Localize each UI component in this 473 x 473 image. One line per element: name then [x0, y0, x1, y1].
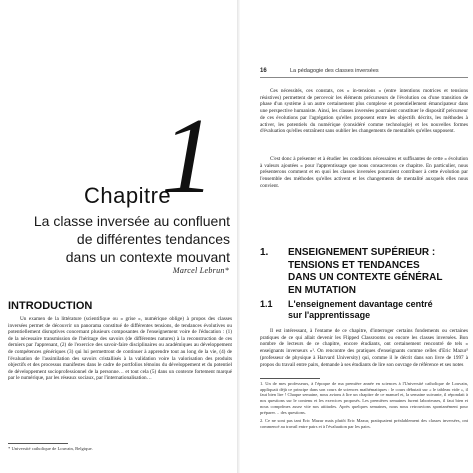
- footnote-1: 1. Un de mes professeurs, à l'époque de ma première année en sciences à l'Université catholique de Louvain, appliquait déjà ce principe dans son cours de sciences mathématiques : le cours débutait sur « le tableau vide », il faut bien lire ! Chaque semaine, nous avions à lire un chapitre de ce manuel et, la semaine suivante, il répondait à nos questions sur le contenu et les exercices proposés. Les premières semaines furent laborieuses, il faut bien et nous comprîmes assez vite nos attitudes. Après quelques semaines, nous nous retrouvions spontanément pour préparer… des questions.: [260, 381, 468, 415]
- chapter-number: 1: [161, 97, 215, 216]
- intro-heading: INTRODUCTION: [8, 300, 93, 312]
- body-paragraph-1: Ces nécessités, ces constats, ces « in-tensions » (entre intentions motrices et tensions résistives) permettent de percevoir les éléments précurseurs de l'évolution ou d'une transition de phase d'un système à un autre certainement plus complexe et potentiellement émancipateur dans une perspective humaniste. Ainsi, les classes inversées pourraient constituer le dispositif précurseur de ces évolutions par l'agrégation qu'elles proposent entre les objectifs décrits, les méthodes à activer, les potentiels du numérique (considéré comme technologie) et les nouvelles formes d'évaluation qu'elles entraînent sans oublier les changements de mentalités qu'elles supposent.: [260, 88, 468, 135]
- section-number: 1.: [260, 247, 269, 258]
- page-number: 16: [260, 68, 267, 74]
- chapter-author: Marcel Lebrun*: [172, 266, 229, 275]
- subsection-number: 1.1: [260, 299, 273, 309]
- subsection-title: L'enseignement davantage centré sur l'apprentissage: [288, 299, 433, 320]
- footnote-2: 2. Ce ne sont pas tant Eric Mazur mais plutôt Eric Mazur, pratiquaient préalablement des classes inversées, ont commencé au travail entre pairs et à l'évaluation par les pairs.: [260, 418, 468, 429]
- body-paragraph-2: C'est donc à présenter et à étudier les conditions nécessaires et suffisantes de cette « évolution à valeurs ajoutées » pour l'apprentissage que nous consacrerons ce chapitre. En particulier, nous présenterons comment et en quoi les classes inversées pourraient contribuer à cette évolution par l'ensemble des méthodes qu'elles activent et les changements de mentalité auxquels elles nous convient.: [260, 156, 468, 189]
- right-page: [240, 0, 473, 473]
- chapter-label: Chapitre: [84, 183, 172, 208]
- header-divider: [260, 77, 468, 78]
- chapter-title: La classe inversée au confluent de différentes tendances dans un contexte mouvant: [33, 213, 230, 265]
- section-title: ENSEIGNEMENT SUPÉRIEUR : TENSIONS ET TENDANCES DANS UN CONTEXTE GÉNÉRAL EN MUTATION: [288, 247, 443, 296]
- affiliation-footnote: * Université catholique de Louvain, Belgique.: [8, 446, 93, 451]
- footnote-divider: [8, 443, 68, 444]
- footnote-divider: [260, 378, 320, 379]
- body-paragraph-3: Il est intéressant, à l'entame de ce chapitre, d'interroger certains fondements ou certaines pratiques de ce qui allait devenir les Flipped Classrooms ou encore les classes inversées. Bon nombre de lecteurs de ce chapitre, encore étudiants, ont certainement rencontré de tels « enseignants inverseurs »¹. On rencontre des pratiques d'enseignants comme celles d'Eric Mazur² (professeur de physique à Harvard University) qui, comme il le décrit dans son livre de 1997 à propos du travail entre pairs, demande à ses étudiants de lire son ouvrage de référence et ses notes: [260, 328, 468, 368]
- running-header: La pédagogie des classes inversées: [290, 68, 379, 74]
- intro-paragraph: Un examen de la littérature (scientifique ou « grise », numérique oblige) à propos des classes inversées permet de découvrir un panorama constitué de différentes tensions, de tendances évolutives ou potentiellement disruptives concernant plusieurs composantes de l'enseignement voire de l'éducation : (1) de la nécessaire transmission de l'héritage des savoirs (de différentes natures) à la reconstruction de ces derniers par l'apprenant, (2) de l'exercice des savoir-faire disciplinaires ou académiques au développement de compétences génériques (3) qui lui permettront de continuer à apprendre tout au long de la vie, (4) de l'évaluation de l'assimilation des savoirs cristallisés à la validation voire la valorisation des produits objectifs et des processus manifestes dans le cadre de portfolios témoins du développement et du potentiel de développement socioprofessionnel de la personne… et tout cela (5) dans un contexte fortement marqué par le numérique, par les réseaux sociaux, par l'internationalisation…: [8, 316, 232, 382]
